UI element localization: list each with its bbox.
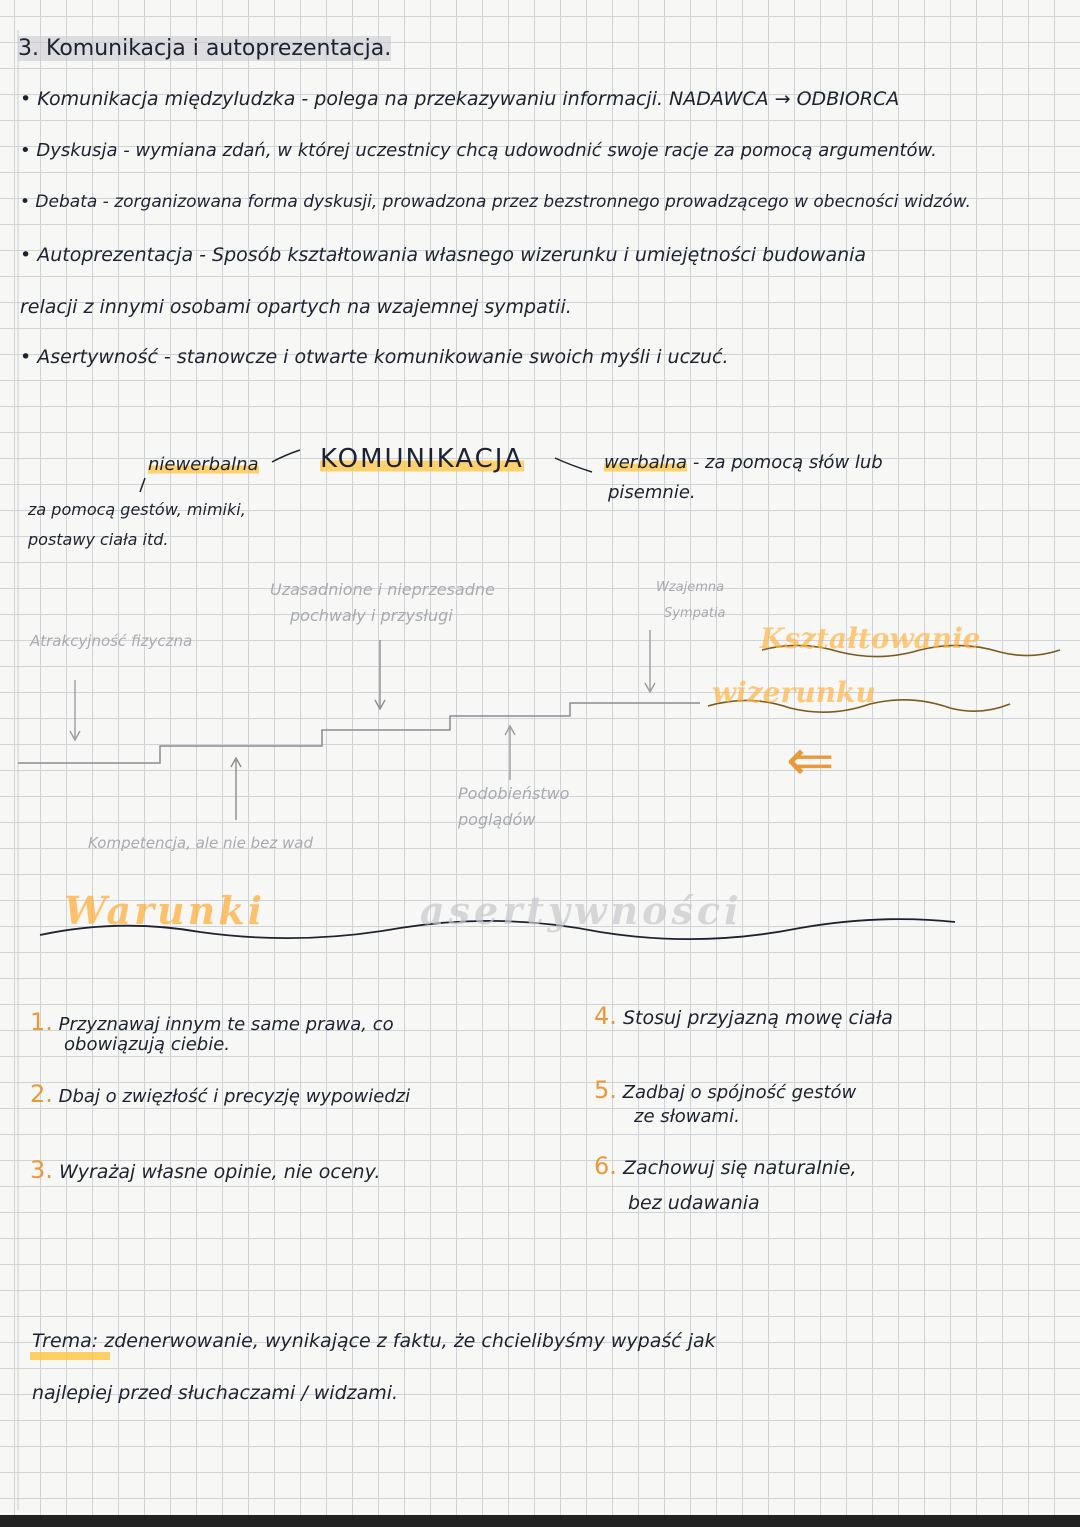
condition-item-6	[594, 1152, 857, 1180]
stair-label-praise-1: Uzasadnione i nieprzesadne	[270, 580, 495, 599]
condition-number-1: 1.	[30, 1008, 53, 1036]
condition-text-1b: obowiązują ciebie.	[64, 1034, 231, 1055]
stair-label-sympathy-1: Wzajemna	[656, 580, 725, 595]
trema-text-2: najlepiej przed słuchaczami / widzami.	[32, 1382, 399, 1404]
nonverbal-desc-1: za pomocą gestów, mimiki,	[28, 500, 246, 519]
nonverbal-label-text: niewerbalna	[148, 454, 259, 475]
trema-definition	[32, 1330, 716, 1352]
page-title	[18, 36, 391, 61]
condition-number-4: 4.	[594, 1002, 617, 1030]
shaping-image-title-2-text: wizerunku	[712, 676, 876, 709]
komunikacja-heading-text: KOMUNIKACJA	[320, 444, 524, 474]
condition-text-1a: Przyznawaj innym te same prawa, co	[58, 1014, 394, 1035]
condition-number-2: 2.	[30, 1080, 53, 1108]
page-bottom-edge	[0, 1515, 1080, 1527]
trema-text-1: : zdenerwowanie, wynikające z faktu, że chcielibyśmy wypaść jak	[91, 1330, 716, 1352]
condition-item-3	[30, 1156, 380, 1184]
connector-right	[555, 458, 592, 472]
definition-assertiveness: • Asertywność - stanowcze i otwarte komunikowanie swoich myśli i uczuć.	[20, 346, 729, 368]
komunikacja-heading	[320, 444, 524, 474]
verbal-desc-2: pisemnie.	[608, 482, 696, 503]
condition-number-6: 6.	[594, 1152, 617, 1180]
condition-text-2: Dbaj o zwięzłość i precyzję wypowiedzi	[58, 1086, 411, 1107]
stair-label-similarity-2: poglądów	[458, 810, 536, 829]
condition-text-6a: Zachowuj się naturalnie,	[622, 1157, 857, 1179]
asertywnosci-title: asertywności	[420, 888, 743, 933]
stair-label-competence: Kompetencja, ale nie bez wad	[88, 834, 313, 852]
condition-text-5b: ze słowami.	[634, 1106, 740, 1127]
definition-discussion: • Dyskusja - wymiana zdań, w której uczestnicy chcą udowodnić swoje racje za pomocą argumentów.	[20, 140, 937, 161]
verbal-label	[604, 452, 883, 473]
definition-debate: • Debata - zorganizowana forma dyskusji, prowadzona przez bezstronnego prowadzącego w obecności widzów.	[20, 192, 971, 212]
stair-label-sympathy-2: Sympatia	[664, 606, 726, 621]
shaping-image-title-1-text: Kształtowanie	[760, 622, 981, 655]
condition-number-3: 3.	[30, 1156, 53, 1184]
arrow-left-icon: ⇐	[786, 726, 835, 794]
condition-text-4: Stosuj przyjazną mowę ciała	[622, 1007, 893, 1029]
trema-label: Trema	[32, 1330, 92, 1352]
definition-self-presentation: • Autoprezentacja - Sposób kształtowania własnego wizerunku i umiejętności budowania	[20, 244, 867, 266]
condition-number-5: 5.	[594, 1076, 617, 1104]
connector-left-desc	[140, 478, 145, 492]
definition-self-presentation-cont: relacji z innymi osobami opartych na wzajemnej sympatii.	[20, 296, 572, 318]
condition-item-1	[30, 1008, 394, 1036]
trema-highlight	[30, 1352, 110, 1360]
stair-label-similarity-1: Podobieństwo	[458, 784, 570, 803]
condition-item-2	[30, 1080, 410, 1108]
stair-label-praise-2: pochwały i przysługi	[290, 606, 453, 625]
definition-communication: • Komunikacja międzyludzka - polega na przekazywaniu informacji. NADAWCA → ODBIORCA	[20, 88, 900, 110]
page-title-text: 3. Komunikacja i autoprezentacja.	[18, 36, 392, 61]
shaping-image-title-1	[760, 622, 981, 655]
connector-left	[272, 450, 300, 462]
nonverbal-desc-2: postawy ciała itd.	[28, 530, 169, 549]
verbal-desc-1: - za pomocą słów lub	[692, 452, 883, 473]
staircase	[18, 703, 700, 763]
verbal-label-text: werbalna	[604, 452, 688, 473]
condition-item-4	[594, 1002, 893, 1030]
stair-label-attractiveness: Atrakcyjność fizyczna	[30, 632, 193, 650]
shaping-image-title-2	[712, 676, 876, 709]
nonverbal-label	[148, 454, 259, 475]
condition-item-5	[594, 1076, 856, 1104]
warunki-title: Warunki	[64, 888, 266, 933]
condition-text-5a: Zadbaj o spójność gestów	[622, 1082, 857, 1103]
condition-text-6b: bez udawania	[628, 1192, 760, 1214]
condition-text-3: Wyrażaj własne opinie, nie oceny.	[58, 1161, 381, 1183]
